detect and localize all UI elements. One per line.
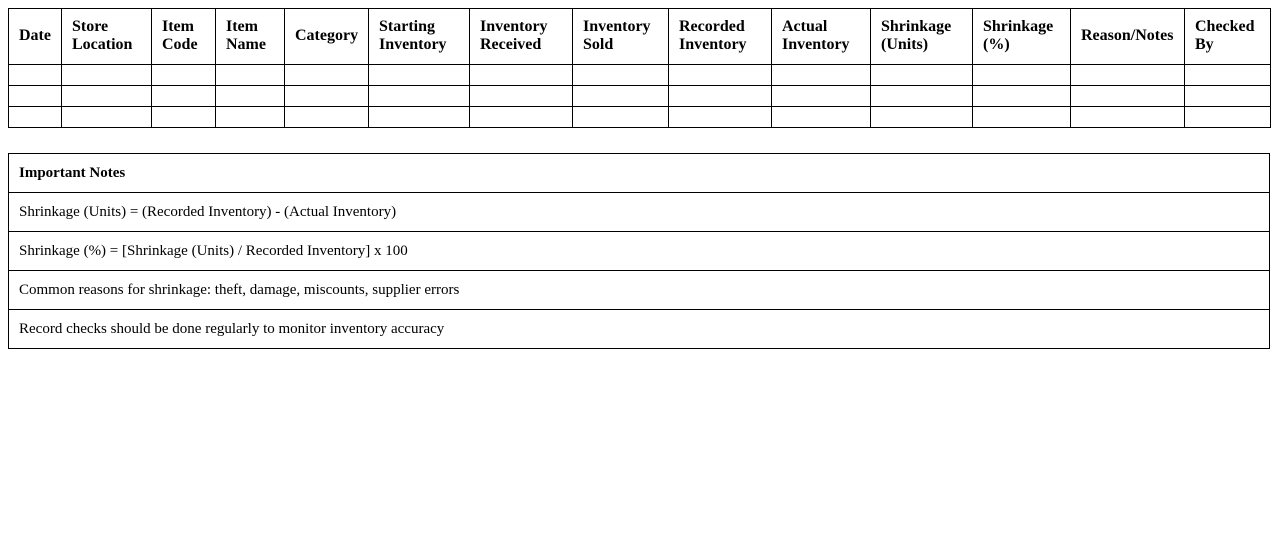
table-cell[interactable] xyxy=(62,65,152,86)
table-cell[interactable] xyxy=(669,86,772,107)
important-notes-table xyxy=(8,153,1270,349)
table-cell[interactable] xyxy=(62,107,152,128)
header-shrinkage-units: Shrinkage (Units) xyxy=(871,9,973,65)
table-cell[interactable] xyxy=(1185,65,1271,86)
table-cell[interactable] xyxy=(369,65,470,86)
table-cell[interactable] xyxy=(772,107,871,128)
header-checked-by: Checked By xyxy=(1185,9,1271,65)
table-cell[interactable] xyxy=(669,107,772,128)
notes-heading: Important Notes xyxy=(9,154,1270,193)
table-cell[interactable] xyxy=(216,86,285,107)
table-cell[interactable] xyxy=(573,107,669,128)
table-cell[interactable] xyxy=(772,86,871,107)
header-store-location: Store Location xyxy=(62,9,152,65)
table-cell[interactable] xyxy=(470,65,573,86)
table-cell[interactable] xyxy=(573,86,669,107)
table-cell[interactable] xyxy=(1185,107,1271,128)
table-cell[interactable] xyxy=(9,86,62,107)
table-cell[interactable] xyxy=(1185,86,1271,107)
table-cell[interactable] xyxy=(573,65,669,86)
table-cell[interactable] xyxy=(9,107,62,128)
table-cell[interactable] xyxy=(9,65,62,86)
note-row xyxy=(9,310,1270,349)
header-recorded-inventory: Recorded Inventory xyxy=(669,9,772,65)
table-row xyxy=(9,86,1271,107)
table-cell[interactable] xyxy=(152,86,216,107)
table-cell[interactable] xyxy=(1071,86,1185,107)
note-common-reasons: Common reasons for shrinkage: theft, damage, miscounts, supplier errors xyxy=(9,271,1270,310)
header-item-code: Item Code xyxy=(152,9,216,65)
header-inventory-sold: Inventory Sold xyxy=(573,9,669,65)
table-cell[interactable] xyxy=(669,65,772,86)
table-cell[interactable] xyxy=(285,86,369,107)
header-shrinkage-percent: Shrinkage (%) xyxy=(973,9,1071,65)
table-row xyxy=(9,107,1271,128)
header-inventory-received: Inventory Received xyxy=(470,9,573,65)
table-cell[interactable] xyxy=(152,65,216,86)
table-cell[interactable] xyxy=(369,86,470,107)
table-cell[interactable] xyxy=(470,107,573,128)
shrinkage-table xyxy=(8,8,1271,128)
table-cell[interactable] xyxy=(216,107,285,128)
table-cell[interactable] xyxy=(973,65,1071,86)
header-category: Category xyxy=(285,9,369,65)
note-row xyxy=(9,271,1270,310)
header-row xyxy=(9,9,1271,65)
note-record-checks: Record checks should be done regularly to monitor inventory accuracy xyxy=(9,310,1270,349)
header-reason-notes: Reason/Notes xyxy=(1071,9,1185,65)
note-row xyxy=(9,232,1270,271)
header-date: Date xyxy=(9,9,62,65)
note-shrinkage-units-formula: Shrinkage (Units) = (Recorded Inventory) - (Actual Inventory) xyxy=(9,193,1270,232)
table-cell[interactable] xyxy=(1071,65,1185,86)
table-cell[interactable] xyxy=(1071,107,1185,128)
header-actual-inventory: Actual Inventory xyxy=(772,9,871,65)
header-item-name: Item Name xyxy=(216,9,285,65)
table-row xyxy=(9,65,1271,86)
table-cell[interactable] xyxy=(871,107,973,128)
table-cell[interactable] xyxy=(152,107,216,128)
table-cell[interactable] xyxy=(973,86,1071,107)
table-cell[interactable] xyxy=(871,86,973,107)
table-cell[interactable] xyxy=(369,107,470,128)
note-shrinkage-percent-formula: Shrinkage (%) = [Shrinkage (Units) / Recorded Inventory] x 100 xyxy=(9,232,1270,271)
table-cell[interactable] xyxy=(62,86,152,107)
table-cell[interactable] xyxy=(772,65,871,86)
note-row xyxy=(9,193,1270,232)
table-cell[interactable] xyxy=(216,65,285,86)
table-cell[interactable] xyxy=(285,65,369,86)
table-cell[interactable] xyxy=(973,107,1071,128)
header-starting-inventory: Starting Inventory xyxy=(369,9,470,65)
table-cell[interactable] xyxy=(285,107,369,128)
table-cell[interactable] xyxy=(470,86,573,107)
table-cell[interactable] xyxy=(871,65,973,86)
notes-heading-row xyxy=(9,154,1270,193)
